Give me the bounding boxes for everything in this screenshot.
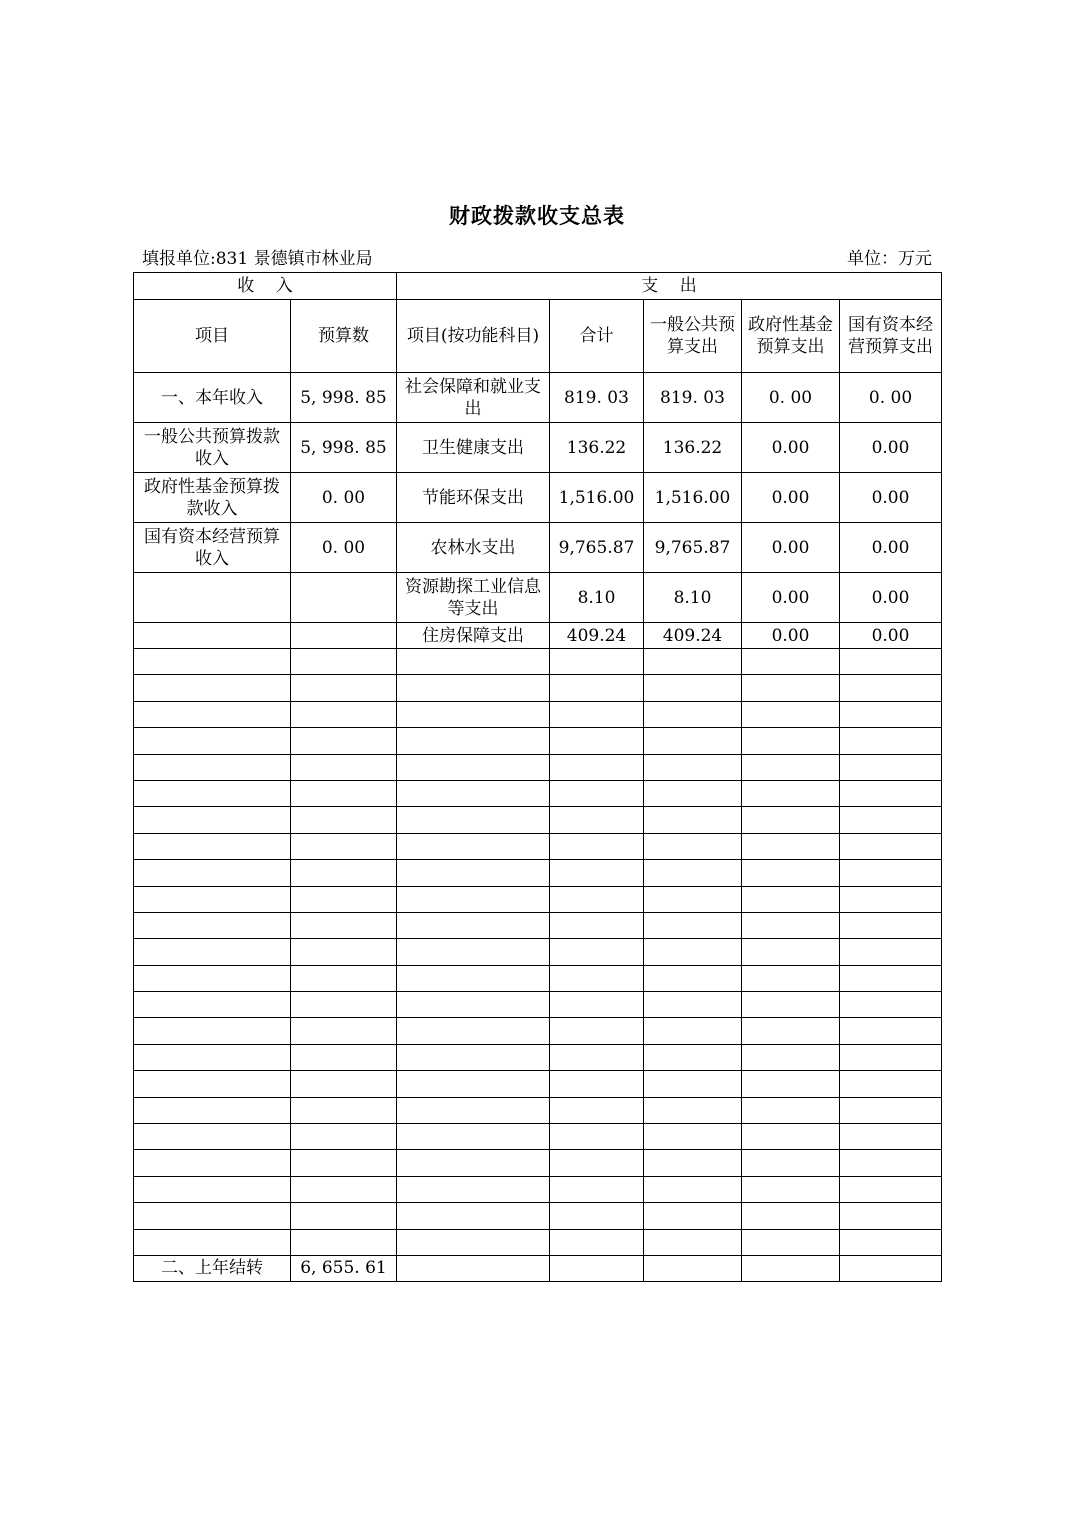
empty-cell [134, 649, 291, 675]
empty-row [134, 1203, 942, 1229]
empty-cell [742, 701, 840, 727]
empty-cell [134, 965, 291, 991]
table-row [134, 623, 942, 649]
cell [291, 623, 397, 649]
empty-cell [550, 886, 644, 912]
empty-cell [644, 1071, 742, 1097]
empty-cell [550, 939, 644, 965]
empty-cell [397, 780, 550, 806]
empty-cell [644, 1124, 742, 1150]
cell: 0. 00 [742, 373, 840, 423]
empty-cell [840, 1229, 942, 1255]
empty-cell [397, 992, 550, 1018]
empty-cell [644, 833, 742, 859]
empty-row [134, 1176, 942, 1202]
empty-cell [742, 1097, 840, 1123]
empty-cell [644, 754, 742, 780]
empty-cell [397, 1203, 550, 1229]
empty-cell [397, 1150, 550, 1176]
empty-row [134, 1097, 942, 1123]
empty-cell [134, 754, 291, 780]
empty-cell [134, 1044, 291, 1070]
empty-cell [134, 833, 291, 859]
empty-row [134, 912, 942, 938]
empty-cell [840, 1176, 942, 1202]
empty-cell [644, 675, 742, 701]
empty-cell [840, 1018, 942, 1044]
empty-cell [134, 860, 291, 886]
cell: 卫生健康支出 [397, 423, 550, 473]
empty-cell [397, 886, 550, 912]
empty-cell [397, 1124, 550, 1150]
empty-cell [742, 860, 840, 886]
cell: 0. 00 [291, 523, 397, 573]
table-row [134, 473, 942, 523]
cell: 政府性基金预算拨款收入 [134, 473, 291, 523]
empty-cell [550, 1150, 644, 1176]
cell [397, 1255, 550, 1281]
empty-cell [291, 649, 397, 675]
cell: 136.22 [550, 423, 644, 473]
empty-cell [840, 1071, 942, 1097]
empty-cell [134, 1071, 291, 1097]
empty-cell [840, 649, 942, 675]
cell: 1,516.00 [644, 473, 742, 523]
empty-row [134, 754, 942, 780]
empty-cell [397, 1071, 550, 1097]
empty-cell [644, 1229, 742, 1255]
empty-cell [840, 754, 942, 780]
empty-cell [291, 1071, 397, 1097]
cell: 二、上年结转 [134, 1255, 291, 1281]
empty-row [134, 780, 942, 806]
empty-cell [840, 1124, 942, 1150]
column-header-row [134, 300, 942, 373]
empty-cell [840, 992, 942, 1018]
empty-cell [134, 1176, 291, 1202]
table-row [134, 423, 942, 473]
cell [134, 623, 291, 649]
empty-cell [291, 1229, 397, 1255]
empty-cell [291, 807, 397, 833]
empty-cell [397, 1018, 550, 1044]
cell [840, 1255, 942, 1281]
empty-cell [644, 649, 742, 675]
empty-row [134, 1150, 942, 1176]
empty-cell [550, 649, 644, 675]
empty-cell [840, 1097, 942, 1123]
cell: 节能环保支出 [397, 473, 550, 523]
empty-cell [134, 780, 291, 806]
empty-cell [840, 780, 942, 806]
cell [134, 573, 291, 623]
empty-cell [291, 965, 397, 991]
empty-cell [397, 728, 550, 754]
empty-cell [742, 965, 840, 991]
empty-cell [840, 1203, 942, 1229]
empty-row [134, 728, 942, 754]
empty-cell [134, 939, 291, 965]
cell: 0.00 [840, 473, 942, 523]
cell: 5, 998. 85 [291, 423, 397, 473]
empty-cell [840, 701, 942, 727]
empty-cell [840, 833, 942, 859]
empty-cell [291, 833, 397, 859]
empty-cell [134, 728, 291, 754]
cell: 0.00 [742, 573, 840, 623]
empty-cell [397, 912, 550, 938]
empty-row [134, 1018, 942, 1044]
table-row [134, 523, 942, 573]
cell: 0.00 [742, 473, 840, 523]
header-function-item: 项目(按功能科目) [397, 300, 550, 373]
empty-cell [397, 675, 550, 701]
cell: 0.00 [742, 623, 840, 649]
empty-row [134, 1229, 942, 1255]
footer-row [134, 1255, 942, 1281]
empty-cell [644, 701, 742, 727]
empty-cell [840, 1150, 942, 1176]
table-row [134, 573, 942, 623]
cell: 136.22 [644, 423, 742, 473]
empty-cell [742, 1018, 840, 1044]
currency-unit: 单位：万元 [847, 249, 932, 269]
empty-cell [291, 754, 397, 780]
empty-cell [291, 1044, 397, 1070]
empty-cell [134, 1124, 291, 1150]
empty-row [134, 807, 942, 833]
empty-cell [742, 833, 840, 859]
header-state-capital: 国有资本经营预算支出 [840, 300, 942, 373]
meta-line [142, 244, 932, 270]
empty-row [134, 1071, 942, 1097]
header-budget: 预算数 [291, 300, 397, 373]
cell [291, 573, 397, 623]
empty-cell [550, 1176, 644, 1202]
empty-cell [291, 1150, 397, 1176]
empty-cell [550, 1071, 644, 1097]
empty-cell [550, 992, 644, 1018]
empty-cell [840, 886, 942, 912]
cell: 0. 00 [291, 473, 397, 523]
empty-cell [742, 1071, 840, 1097]
empty-cell [397, 860, 550, 886]
empty-cell [397, 1097, 550, 1123]
empty-cell [742, 754, 840, 780]
empty-cell [397, 754, 550, 780]
empty-cell [134, 807, 291, 833]
header-item: 项目 [134, 300, 291, 373]
empty-cell [397, 701, 550, 727]
empty-cell [397, 1176, 550, 1202]
empty-cell [550, 780, 644, 806]
empty-cell [840, 860, 942, 886]
empty-cell [742, 780, 840, 806]
empty-cell [644, 912, 742, 938]
empty-cell [742, 912, 840, 938]
empty-cell [134, 675, 291, 701]
empty-cell [550, 1097, 644, 1123]
cell: 农林水支出 [397, 523, 550, 573]
empty-cell [550, 1229, 644, 1255]
empty-cell [134, 1018, 291, 1044]
cell: 9,765.87 [550, 523, 644, 573]
empty-row [134, 860, 942, 886]
empty-row [134, 1044, 942, 1070]
empty-cell [134, 1150, 291, 1176]
empty-cell [840, 939, 942, 965]
empty-cell [550, 754, 644, 780]
cell: 8.10 [550, 573, 644, 623]
empty-cell [291, 675, 397, 701]
empty-row [134, 965, 942, 991]
cell: 1,516.00 [550, 473, 644, 523]
empty-cell [840, 1044, 942, 1070]
empty-cell [550, 807, 644, 833]
empty-cell [397, 833, 550, 859]
empty-cell [550, 860, 644, 886]
empty-cell [397, 1229, 550, 1255]
header-total: 合计 [550, 300, 644, 373]
empty-cell [840, 675, 942, 701]
cell: 819. 03 [550, 373, 644, 423]
empty-cell [291, 860, 397, 886]
empty-cell [397, 939, 550, 965]
empty-cell [397, 1044, 550, 1070]
empty-row [134, 649, 942, 675]
budget-table [133, 272, 942, 1282]
cell: 0.00 [840, 623, 942, 649]
empty-cell [550, 1044, 644, 1070]
empty-cell [550, 701, 644, 727]
empty-cell [550, 965, 644, 991]
empty-cell [742, 649, 840, 675]
cell: 6, 655. 61 [291, 1255, 397, 1281]
empty-cell [291, 992, 397, 1018]
cell: 社会保障和就业支出 [397, 373, 550, 423]
empty-cell [742, 1203, 840, 1229]
empty-row [134, 1124, 942, 1150]
empty-cell [840, 965, 942, 991]
cell: 0.00 [742, 523, 840, 573]
empty-cell [550, 833, 644, 859]
empty-cell [291, 1124, 397, 1150]
empty-cell [742, 1044, 840, 1070]
cell: 0.00 [742, 423, 840, 473]
empty-cell [291, 1203, 397, 1229]
empty-cell [550, 728, 644, 754]
empty-row [134, 886, 942, 912]
cell: 409.24 [550, 623, 644, 649]
empty-cell [742, 1124, 840, 1150]
empty-cell [550, 1018, 644, 1044]
empty-cell [134, 701, 291, 727]
cell: 0.00 [840, 573, 942, 623]
cell: 国有资本经营预算收入 [134, 523, 291, 573]
fill-unit: 填报单位:831 景德镇市林业局 [142, 249, 373, 269]
empty-cell [291, 1097, 397, 1123]
empty-cell [397, 965, 550, 991]
empty-cell [840, 807, 942, 833]
cell: 资源勘探工业信息等支出 [397, 573, 550, 623]
empty-cell [134, 1203, 291, 1229]
empty-cell [550, 675, 644, 701]
empty-cell [291, 780, 397, 806]
empty-row [134, 939, 942, 965]
empty-cell [550, 912, 644, 938]
group-expense: 支 出 [397, 273, 942, 300]
cell [550, 1255, 644, 1281]
empty-cell [742, 992, 840, 1018]
empty-cell [644, 939, 742, 965]
empty-cell [742, 939, 840, 965]
empty-cell [644, 780, 742, 806]
empty-cell [742, 1229, 840, 1255]
empty-cell [644, 1097, 742, 1123]
cell: 一、本年收入 [134, 373, 291, 423]
empty-cell [291, 886, 397, 912]
empty-cell [550, 1124, 644, 1150]
cell: 5, 998. 85 [291, 373, 397, 423]
cell: 8.10 [644, 573, 742, 623]
empty-cell [134, 1097, 291, 1123]
page-title: 财政拨款收支总表 [449, 203, 625, 228]
empty-cell [742, 807, 840, 833]
empty-cell [742, 675, 840, 701]
cell: 9,765.87 [644, 523, 742, 573]
cell: 819. 03 [644, 373, 742, 423]
empty-cell [644, 886, 742, 912]
empty-cell [840, 912, 942, 938]
cell: 住房保障支出 [397, 623, 550, 649]
empty-cell [397, 649, 550, 675]
empty-cell [644, 807, 742, 833]
empty-cell [291, 912, 397, 938]
empty-cell [840, 728, 942, 754]
empty-cell [644, 965, 742, 991]
empty-cell [134, 1229, 291, 1255]
empty-cell [644, 1176, 742, 1202]
empty-cell [742, 1176, 840, 1202]
header-general-budget: 一般公共预算支出 [644, 300, 742, 373]
empty-cell [291, 939, 397, 965]
empty-cell [742, 728, 840, 754]
cell [644, 1255, 742, 1281]
cell: 0.00 [840, 523, 942, 573]
empty-cell [742, 1150, 840, 1176]
empty-row [134, 992, 942, 1018]
empty-cell [644, 860, 742, 886]
empty-cell [644, 1018, 742, 1044]
empty-cell [397, 807, 550, 833]
table-row [134, 373, 942, 423]
empty-cell [291, 1018, 397, 1044]
empty-cell [291, 701, 397, 727]
cell [742, 1255, 840, 1281]
empty-row [134, 701, 942, 727]
empty-row [134, 675, 942, 701]
empty-cell [644, 1044, 742, 1070]
empty-cell [644, 1150, 742, 1176]
empty-cell [644, 992, 742, 1018]
group-header-row [134, 273, 942, 300]
empty-cell [550, 1203, 644, 1229]
cell: 0.00 [840, 423, 942, 473]
empty-cell [134, 992, 291, 1018]
empty-cell [644, 728, 742, 754]
empty-cell [291, 1176, 397, 1202]
cell: 0. 00 [840, 373, 942, 423]
empty-cell [742, 886, 840, 912]
empty-cell [134, 886, 291, 912]
empty-cell [291, 728, 397, 754]
header-fund-budget: 政府性基金预算支出 [742, 300, 840, 373]
empty-row [134, 833, 942, 859]
empty-cell [644, 1203, 742, 1229]
group-income: 收 入 [134, 273, 397, 300]
empty-cell [134, 912, 291, 938]
cell: 一般公共预算拨款收入 [134, 423, 291, 473]
cell: 409.24 [644, 623, 742, 649]
